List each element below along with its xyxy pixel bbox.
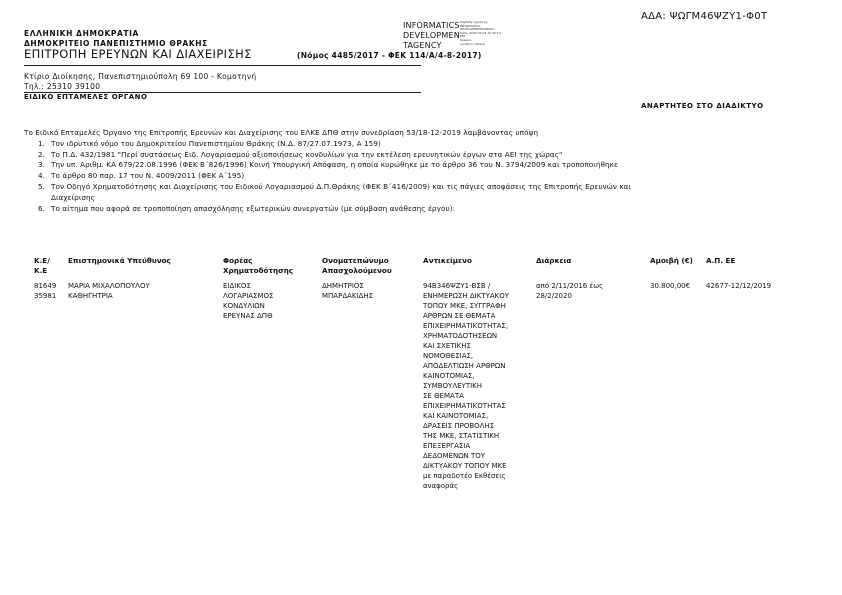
consideration-item bbox=[38, 160, 618, 169]
cell-employee bbox=[322, 281, 373, 301]
address-line: Κτίριο Διοίκησης, Πανεπιστημιούπολη 69 100 - Κομοτηνή bbox=[24, 72, 257, 81]
cell-duration bbox=[536, 281, 603, 301]
cell-line: ΑΠΟΔΕΛΤΙΩΣΗ ΑΡΘΡΩΝ bbox=[423, 362, 506, 370]
cell-line: ΚΑΘΗΓΗΤΡΙΑ bbox=[68, 292, 113, 300]
cell-line: ΕΠΙΧΕΙΡΗΜΑΤΙΚΟΤΗΤΑΣ, bbox=[423, 322, 509, 330]
item-text: Το άρθρο 80 παρ. 17 του Ν. 4009/2011 (ΦΕΚ Α΄195) bbox=[51, 171, 245, 180]
header-funder bbox=[223, 256, 293, 276]
cell-line: 35981 bbox=[34, 292, 57, 300]
cell-line: αναφοράς bbox=[423, 482, 459, 490]
cell-line: ΚΑΙ ΚΑΙΝΟΤΟΜΙΑΣ, bbox=[423, 412, 489, 420]
cell-amount bbox=[650, 281, 690, 291]
item-number: 6. bbox=[38, 204, 46, 213]
header-subject bbox=[423, 256, 472, 266]
republic-label: ΕΛΛΗΝΙΚΗ ΔΗΜΟΚΡΑΤΙΑ bbox=[24, 29, 139, 38]
consideration-item bbox=[38, 193, 95, 202]
header-amount bbox=[650, 256, 693, 266]
cell-line: με παραδοτέο Εκθέσεις bbox=[423, 472, 506, 480]
signature-detail-line: Reason: bbox=[460, 37, 472, 42]
item-text: Το Π.Δ. 432/1981 "Περί συστάσεως Ειδ. Λογαριασμού αξιοποιήσεως κονδυλίων για την εκτέλεση ερευνητικών έργων στα ΑΕΙ της χώρας" bbox=[51, 150, 563, 159]
signature-detail-line: Location: Athens bbox=[460, 41, 486, 46]
signature-detail-line: Digitally signed by bbox=[460, 20, 488, 24]
cell-line: 28/2/2020 bbox=[536, 292, 572, 300]
org-label: ΕΙΔΙΚΟ ΕΠΤΑΜΕΛΕΣ ΟΡΓΑΝΟ bbox=[24, 93, 148, 101]
cell-supervisor bbox=[68, 281, 150, 301]
cell-line: ΕΙΔΙΚΟΣ bbox=[223, 282, 251, 290]
header-line: Φορέας bbox=[223, 256, 253, 265]
cell-line: ΔΡΑΣΕΙΣ ΠΡΟΒΟΛΗΣ bbox=[423, 422, 495, 430]
cell-line: ΝΟΜΟΘΕΣΙΑΣ, bbox=[423, 352, 474, 360]
cell-line: 42677-12/12/2019 bbox=[706, 282, 772, 290]
cell-line: ΕΠΙΧΕΙΡΗΜΑΤΙΚΟΤΗΤΑΣ bbox=[423, 402, 506, 410]
header-ap bbox=[706, 256, 735, 266]
intro-text: Το Ειδικό Επταμελές Όργανο της Επιτροπής Ερευνών και Διαχείρισης του ΕΛΚΕ ΔΠΘ στην συνεδρίαση 53/18-12-2019 λαμβάνοντας υπόψη bbox=[24, 128, 539, 137]
header-ke bbox=[34, 256, 50, 276]
committee-title: ΕΠΙΤΡΟΠΗ ΕΡΕΥΝΩΝ ΚΑΙ ΔΙΑΧΕΙΡΙΣΗΣ bbox=[24, 47, 252, 61]
law-reference: (Νόμος 4485/2017 - ΦΕΚ 114/Α/4-8-2017) bbox=[297, 51, 482, 60]
phone-line: Τηλ.: 25310 39100 bbox=[24, 82, 101, 91]
cell-line: από 2/11/2016 έως bbox=[536, 282, 604, 290]
item-number: 2. bbox=[38, 150, 46, 159]
cell-line: ΕΠΕΞΕΡΓΑΣΙΑ bbox=[423, 442, 471, 450]
cell-line: 81649 bbox=[34, 282, 57, 290]
cell-line: ΜΑΡΙΑ ΜΙΧΑΛΟΠΟΥΛΟΥ bbox=[68, 282, 150, 290]
item-text: Τον ιδρυτικό νόμο του Δημοκριτείου Πανεπιστημίου Θράκης (Ν.Δ. 87/27.07.1973, Α 159) bbox=[51, 139, 381, 148]
cell-line: ΚΑΙΝΟΤΟΜΙΑΣ, bbox=[423, 372, 475, 380]
cell-line: ΚΑΙ ΣΧΕΤΙΚΗΣ bbox=[423, 342, 471, 350]
cell-line: ΧΡΗΜΑΤΟΔΟΤΗΣΕΩΝ bbox=[423, 332, 498, 340]
header-line: Διάρκεια bbox=[536, 256, 572, 265]
cell-ke bbox=[34, 281, 56, 301]
cell-subject bbox=[423, 281, 509, 491]
consideration-item bbox=[38, 171, 244, 180]
cell-line: ΚΟΝΔΥΛΙΩΝ bbox=[223, 302, 265, 310]
header-employee bbox=[322, 256, 392, 276]
item-text: Τον Οδηγό Χρηματοδότησης και Διαχείρισης του Ειδικού Λογαριασμού Δ.Π.Θράκης (ΦΕΚ Β΄416/2009) και τις πάγιες αποφάσεις της Επιτροπής Ερευνών και bbox=[51, 182, 632, 191]
signature-detail-line: DEVELOPMENTAGENCY bbox=[460, 27, 495, 32]
header-line: Κ.Ε/ bbox=[34, 256, 50, 265]
cell-ap bbox=[706, 281, 771, 291]
signature-label-line: TAGENCY bbox=[403, 41, 442, 50]
signature-label-line: DEVELOPMEN bbox=[403, 31, 460, 40]
header-line: Χρηματοδότησης bbox=[223, 266, 294, 275]
cell-funder bbox=[223, 281, 273, 321]
item-text: Το αίτημα που αφορά σε τροποποίηση απασχόλησης εξωτερικών συνεργατών (με σύμβαση ανάθεσης έργου): bbox=[51, 204, 456, 213]
consideration-item bbox=[38, 182, 631, 191]
item-number: 1. bbox=[38, 139, 46, 148]
consideration-item bbox=[38, 150, 562, 159]
header-line: Απασχολούμενου bbox=[322, 266, 392, 275]
cell-line: ΣΥΜΒΟΥΛΕΥΤΙΚΗ bbox=[423, 382, 483, 390]
header-rule bbox=[24, 65, 421, 66]
header-line: Αμοιβή (€) bbox=[650, 256, 693, 265]
signature-detail-line: INFORMATICS bbox=[460, 23, 481, 28]
cell-line: ΕΡΕΥΝΑΣ ΔΠΘ bbox=[223, 312, 273, 320]
cell-line: ΔΕΔΟΜΕΝΩΝ ΤΟΥ bbox=[423, 452, 486, 460]
header-duration bbox=[536, 256, 571, 266]
header-line: Ονοματεπώνυμο bbox=[322, 256, 389, 265]
item-number: 3. bbox=[38, 160, 46, 169]
consideration-item bbox=[38, 204, 455, 213]
cell-line: ΜΠΑΡΔΑΚΙΔΗΣ bbox=[322, 292, 374, 300]
header-line: Α.Π. ΕΕ bbox=[706, 256, 736, 265]
university-label: ΔΗΜΟΚΡΙΤΕΙΟ ΠΑΝΕΠΙΣΤΗΜΙΟ ΘΡΑΚΗΣ bbox=[24, 39, 208, 48]
cell-line: ΔΗΜΗΤΡΙΟΣ bbox=[322, 282, 364, 290]
cell-line: ΛΟΓΑΡΙΑΣΜΟΣ bbox=[223, 292, 274, 300]
item-number: 4. bbox=[38, 171, 46, 180]
cell-line: ΤΗΣ ΜΚΕ, ΣΤΑΤΙΣΤΙΚΗ bbox=[423, 432, 500, 440]
cell-line: 94Β346ΨΖΥ1-ΒΣΒ / bbox=[423, 282, 491, 290]
signature-detail-line: Date: 2020.03.03 12:35:13 bbox=[460, 30, 501, 35]
cell-line: ΕΝΗΜΕΡΩΣΗ ΔΙΚΤΥΑΚΟΥ bbox=[423, 292, 510, 300]
item-text: Διαχείρισης bbox=[51, 193, 95, 202]
cell-line: ΑΡΘΡΩΝ ΣΕ ΘΕΜΑΤΑ bbox=[423, 312, 496, 320]
header-line: Αντικείμενο bbox=[423, 256, 472, 265]
consideration-item bbox=[38, 139, 381, 148]
signature-labels bbox=[403, 21, 460, 51]
item-text: Την υπ. Αριθμ. ΚΑ 679/22.08.1996 (ΦΕΚ Β΄826/1996) Κοινή Υπουργική Απόφαση, η οποία κυρώθηκε με το άρθρο 36 του Ν. 3794/2009 και τροποποιήθηκε bbox=[51, 160, 618, 169]
posted-label: ΑΝΑΡΤΗΤΕΟ ΣΤΟ ΔΙΑΔΙΚΤΥΟ bbox=[641, 102, 764, 110]
signature-label-line: INFORMATICS bbox=[403, 21, 460, 30]
signature-details bbox=[460, 21, 501, 46]
header-line: Κ.Ε bbox=[34, 266, 48, 275]
cell-line: 30.800,00€ bbox=[650, 282, 691, 290]
cell-line: ΤΟΠΟΥ ΜΚΕ, ΣΥΓΓΡΑΦΗ bbox=[423, 302, 506, 310]
cell-line: ΔΙΚΤΥΑΚΟΥ ΤΟΠΟΥ ΜΚΕ bbox=[423, 462, 507, 470]
signature-detail-line: EET bbox=[460, 34, 466, 39]
header-line: Επιστημονικά Υπεύθυνος bbox=[68, 256, 171, 265]
item-number: 5. bbox=[38, 182, 46, 191]
ada-code: ΑΔΑ: ΨΩΓΜ46ΨΖΥ1-Φ0Τ bbox=[641, 11, 768, 22]
header-supervisor bbox=[68, 256, 171, 266]
cell-line: ΣΕ ΘΕΜΑΤΑ bbox=[423, 392, 464, 400]
